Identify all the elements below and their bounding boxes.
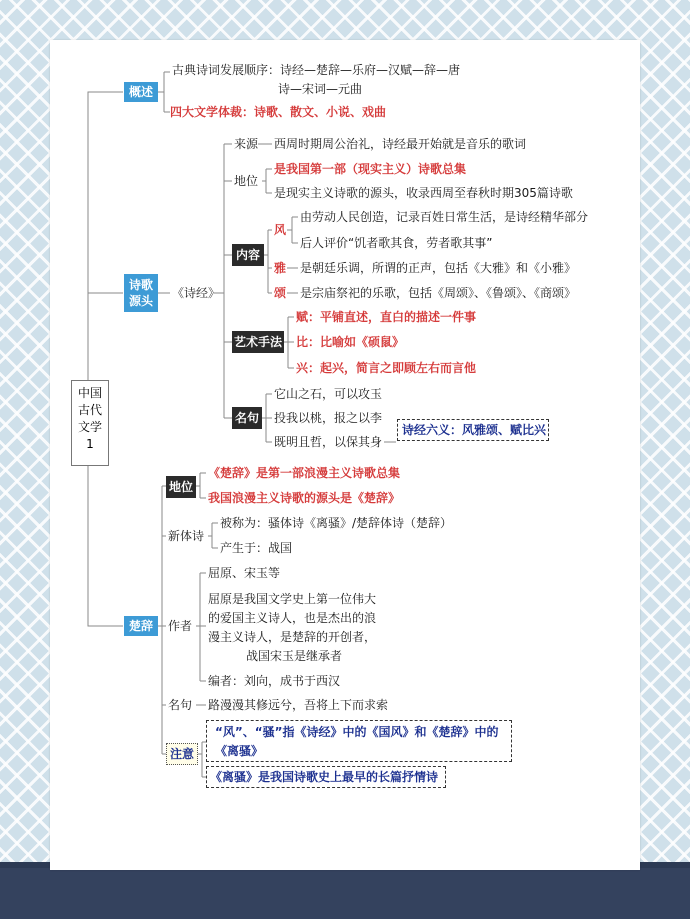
six-meanings-text: 诗经六义：风雅颂、赋比兴 xyxy=(402,423,547,437)
overview-node: 概述 xyxy=(124,82,158,102)
ya-label: 雅 xyxy=(274,261,287,275)
note-node xyxy=(166,743,198,765)
status-text-2: 是现实主义诗歌的源头，收录西周至春秋时期305篇诗歌 xyxy=(274,186,573,200)
chuci-quote-text: 路漫漫其修远兮，吾将上下而求索 xyxy=(208,698,389,712)
famous-quotes-node: 名句 xyxy=(232,407,262,429)
literature-order-line2: 诗—宋词—元曲 xyxy=(278,82,363,96)
note-1-line-a: “风”、“骚”指《诗经》中的《国风》和《楚辞》中的 xyxy=(215,725,499,739)
poetry-origin-line1: 诗歌 xyxy=(128,278,153,292)
feng-text-1: 由劳动人民创造，记录百姓日常生活，是诗经精华部分 xyxy=(300,210,589,224)
note-box-1 xyxy=(206,720,512,762)
new-poem-label: 新体诗 xyxy=(168,529,205,543)
author-2-line-b: 的爱国主义诗人，也是杰出的浪 xyxy=(208,611,377,625)
four-genres: 四大文学体裁：诗歌、散文、小说、戏曲 xyxy=(170,105,387,119)
content-node: 内容 xyxy=(232,244,264,266)
root-line4: 1 xyxy=(86,437,94,451)
song-text: 是宗庙祭祀的乐歌，包括《周颂》、《鲁颂》、《商颂》 xyxy=(300,286,577,300)
chuci-status-2: 我国浪漫主义诗歌的源头是《楚辞》 xyxy=(208,491,401,505)
fu-technique: 赋：平铺直述，直白的描述一件事 xyxy=(296,310,477,324)
author-1: 屈原、宋玉等 xyxy=(208,566,281,580)
quote-3: 既明且哲，以保其身 xyxy=(274,435,383,449)
quote-1: 它山之石，可以攻玉 xyxy=(274,387,383,401)
author-2 xyxy=(208,590,376,666)
note-box-2 xyxy=(206,766,446,788)
quote-2: 投我以桃，报之以李 xyxy=(274,411,383,425)
note-label: 注意 xyxy=(170,747,195,761)
xing-technique: 兴：起兴，简言之即顾左右而言他 xyxy=(296,361,477,375)
chuci-node: 楚辞 xyxy=(124,616,158,636)
root-line1: 中国 xyxy=(77,386,102,400)
author-2-line-d: 战国宋玉是继承者 xyxy=(246,649,343,663)
bi-technique: 比：比喻如《硕鼠》 xyxy=(296,335,405,349)
status-text-1: 是我国第一部（现实主义）诗歌总集 xyxy=(274,162,467,176)
six-meanings-box xyxy=(397,419,549,441)
author-3: 编者：刘向，成书于西汉 xyxy=(208,674,341,688)
root-line3: 文学 xyxy=(77,420,102,434)
feng-label: 风 xyxy=(274,223,287,237)
note-1-line-b: 《离骚》 xyxy=(215,744,264,758)
poetry-origin-line2: 源头 xyxy=(128,294,153,308)
root-node xyxy=(71,380,109,466)
chuci-quote-label: 名句 xyxy=(168,698,193,712)
feng-text-2: 后人评价“饥者歌其食，劳者歌其事” xyxy=(300,236,493,250)
literature-order-line1: 古典诗词发展顺序：诗经—楚辞—乐府—汉赋—辞—唐 xyxy=(172,63,461,77)
author-2-line-c: 漫主义诗人，是楚辞的开创者， xyxy=(208,630,377,644)
chuci-status-node: 地位 xyxy=(166,476,196,498)
ya-text: 是朝廷乐调，所谓的正声，包括《大雅》和《小雅》 xyxy=(300,261,577,275)
author-2-line-a: 屈原是我国文学史上第一位伟大 xyxy=(208,592,377,606)
chuci-status-1: 《楚辞》是第一部浪漫主义诗歌总集 xyxy=(208,466,401,480)
root-line2: 古代 xyxy=(77,403,102,417)
shijing-node: 《诗经》 xyxy=(172,286,221,300)
source-label: 来源 xyxy=(234,137,259,151)
note-2-text: 《离骚》是我国诗歌史上最早的长篇抒情诗 xyxy=(210,770,439,784)
song-label: 颂 xyxy=(274,286,287,300)
poetry-origin-node xyxy=(124,274,158,312)
new-poem-1: 被称为：骚体诗《离骚》/楚辞体诗（楚辞） xyxy=(220,516,453,530)
art-technique-node: 艺术手法 xyxy=(232,331,284,353)
status-label: 地位 xyxy=(234,174,259,188)
author-label: 作者 xyxy=(168,619,193,633)
source-text: 西周时期周公治礼，诗经最开始就是音乐的歌词 xyxy=(274,137,527,151)
new-poem-2: 产生于：战国 xyxy=(220,541,293,555)
